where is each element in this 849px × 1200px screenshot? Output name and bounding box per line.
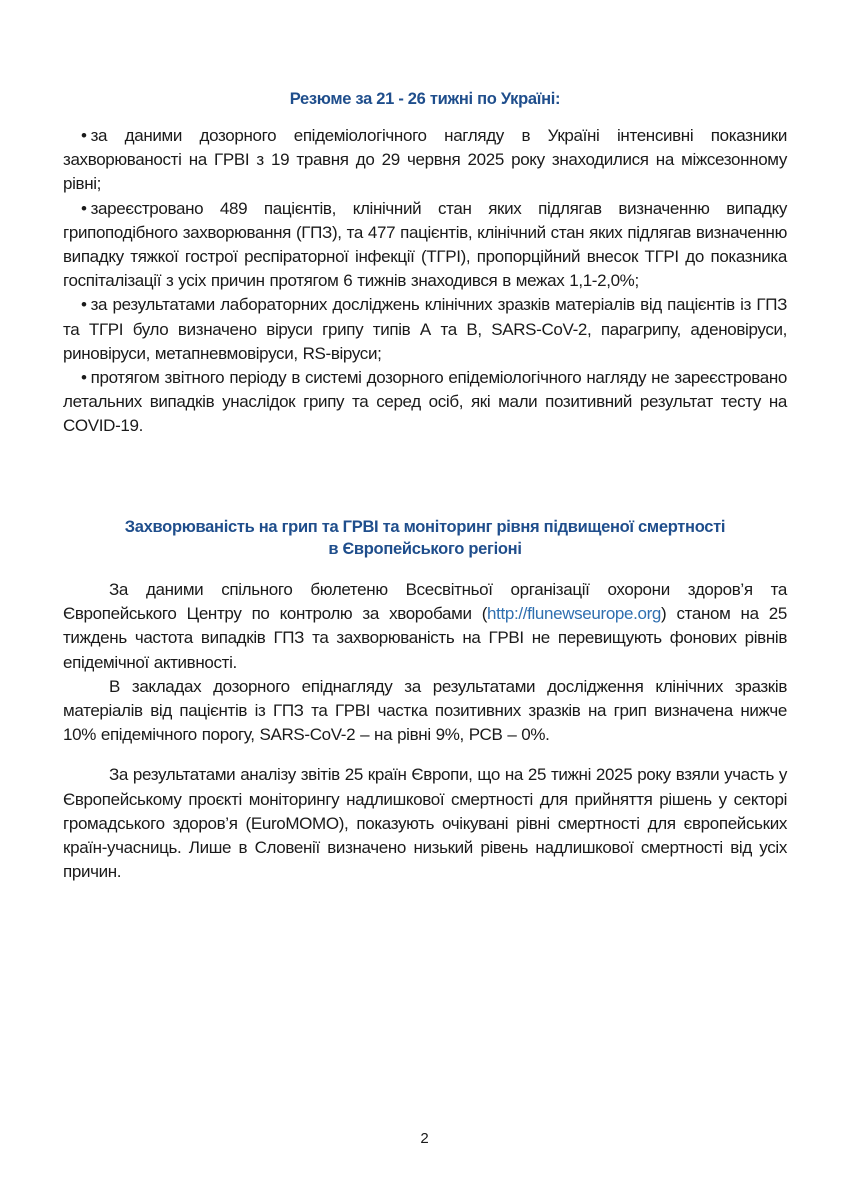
flunewseurope-link[interactable]: http://flunewseurope.org xyxy=(487,604,662,624)
europe-heading xyxy=(63,516,787,560)
summary-bullet-list xyxy=(63,124,787,439)
bullet-icon: • xyxy=(81,368,87,388)
europe-paragraph-2: В закладах дозорного епіднагляду за результатами дослідження клінічних зразків матеріалів від пацієнтів із ГПЗ та ГРВІ частка позитивних зразків на грип визначена нижче 10% епідемічного порогу, SARS-CoV-2 – на рівні 9%, РСВ – 0%. xyxy=(63,676,787,745)
europe-paragraph-1: За даними спільного бюлетеню Всесвітньої організації охорони здоров’я та Європейського Центру по контролю за хворобами (http://flunewseurope.org) станом на 25 тиждень частота випадків ГПЗ та захворюваність на ГРВІ не перевищують фонових рівнів епідемічної активності. xyxy=(63,580,787,672)
bullet-icon: • xyxy=(81,126,87,145)
europe-heading-line-2: в Європейського регіоні xyxy=(328,540,522,558)
summary-bullet-text: протягом звітного періоду в системі дозорного епідеміологічного нагляду не зареєстровано летальних випадків унаслідок грипу та серед осіб, які мали позитивний результат тесту на COVID-19. xyxy=(63,368,787,436)
bullet-icon: • xyxy=(81,295,87,315)
summary-bullet-item xyxy=(63,197,787,294)
europe-section xyxy=(63,578,787,884)
summary-bullet-text: за даними дозорного епідеміологічного нагляду в Україні інтенсивні показники захворюваності на ГРВІ з 19 травня до 29 червня 2025 року знаходилися на міжсезонному рівні; xyxy=(63,126,787,194)
summary-bullet-item xyxy=(63,124,787,197)
summary-bullet-item xyxy=(63,293,787,366)
page-number: 2 xyxy=(420,1130,429,1147)
summary-bullet-text: зареєстровано 489 пацієнтів, клінічний стан яких підлягав визначенню випадку грипоподібного захворювання (ГПЗ), та 477 пацієнтів, клінічний стан яких підлягав визначенню випадку тяжкої гострої респіраторної інфекції (ТГРІ), пропорційний внесок ТГРІ до показника госпіталізації з усіх причин протягом 6 тижнів знаходився в межах 1,1-2,0%; xyxy=(63,198,787,291)
bullet-icon: • xyxy=(81,198,87,218)
summary-bullet-item xyxy=(63,366,787,439)
europe-paragraph-3: За результатами аналізу звітів 25 країн Європи, що на 25 тижні 2025 року взяли участь у Європейському проєкті моніторингу надлишкової смертності для прийняття рішень у секторі громадського здоров’я (EuroMOMO), показують очікувані рівні смертності для європейських країн-учасниць. Лише в Словенії визначено низький рівень надлишкової смертності від усіх причин. xyxy=(63,765,787,882)
summary-heading: Резюме за 21 - 26 тижні по Україні: xyxy=(289,90,561,108)
paragraph-spacer xyxy=(63,747,787,763)
europe-heading-line-1: Захворюваність на грип та ГРВІ та моніторинг рівня підвищеної смертності xyxy=(124,518,726,536)
summary-bullet-text: за результатами лабораторних досліджень клінічних зразків матеріалів від пацієнтів із ГПЗ та ТГРІ було визначено віруси грипу типів А та В, SARS-CoV-2, парагрипу, аденовіруси, риновіруси, метапневмовіруси, RS-віруси; xyxy=(63,295,787,363)
